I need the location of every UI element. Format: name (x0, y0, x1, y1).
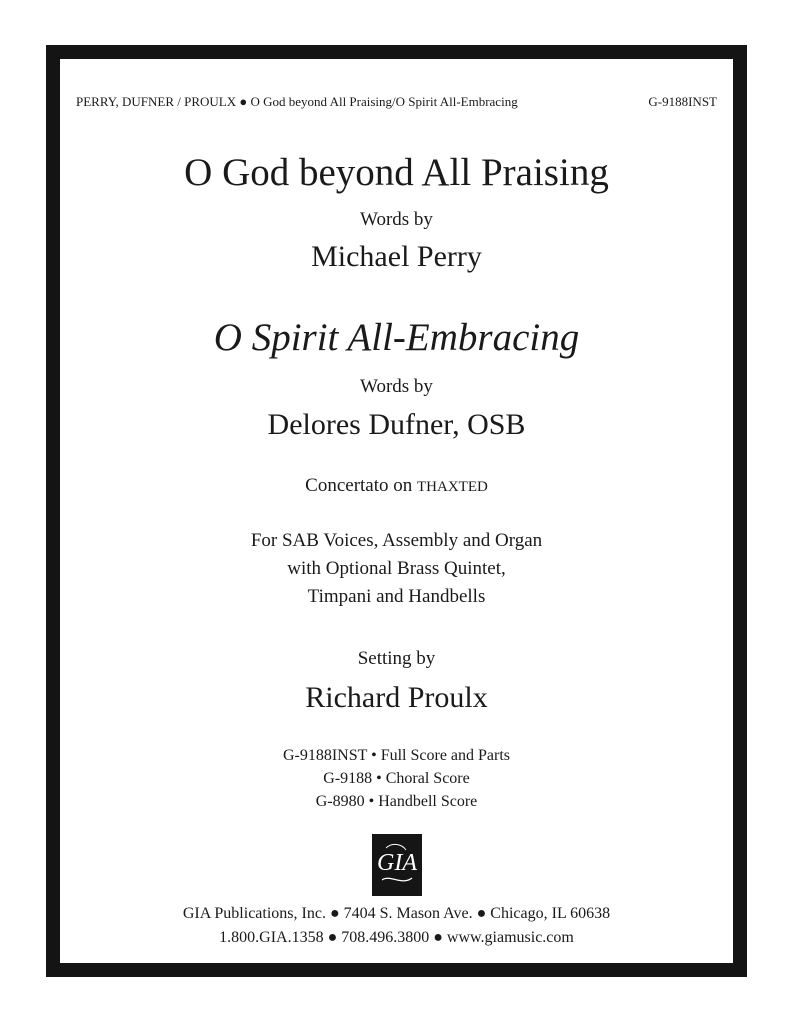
logo-text: GIA (377, 850, 417, 876)
words-by-label-2: Words by (360, 376, 433, 397)
words-by-label-1: Words by (360, 209, 433, 230)
concertato-prefix: Concertato on (305, 475, 418, 496)
lyricist-2: Delores Dufner, OSB (267, 408, 526, 441)
concertato-line (60, 474, 733, 499)
title-o-god-beyond-all-praising: O God beyond All Praising (184, 151, 609, 194)
composer-name: Richard Proulx (305, 681, 488, 714)
publisher-address: GIA Publications, Inc. ● 7404 S. Mason Ave. ● Chicago, IL 60638 (182, 905, 611, 922)
scoring-line-2: with Optional Brass Quintet, (287, 558, 506, 579)
running-header (76, 92, 717, 112)
gia-logo-icon (372, 834, 422, 896)
page-border (46, 45, 747, 977)
edition-handbell-score: G-8980 • Handbell Score (315, 793, 478, 810)
lyricist-1: Michael Perry (311, 240, 482, 273)
edition-full-score: G-9188INST • Full Score and Parts (282, 747, 511, 764)
title-o-spirit-all-embracing: O Spirit All-Embracing (213, 316, 580, 359)
tune-name: THAXTED (417, 479, 488, 495)
scoring-line-3: Timpani and Handbells (307, 586, 486, 607)
scoring-line-1: For SAB Voices, Assembly and Organ (250, 530, 543, 551)
header-credits: PERRY, DUFNER / PROULX ● O God beyond All Praising/O Spirit All-Embracing (76, 94, 518, 109)
setting-by-label: Setting by (357, 648, 436, 669)
publisher-contact: 1.800.GIA.1358 ● 708.496.3800 ● www.giamusic.com (219, 929, 574, 946)
header-catalog-number: G-9188INST (648, 94, 717, 109)
edition-choral-score: G-9188 • Choral Score (323, 770, 470, 787)
